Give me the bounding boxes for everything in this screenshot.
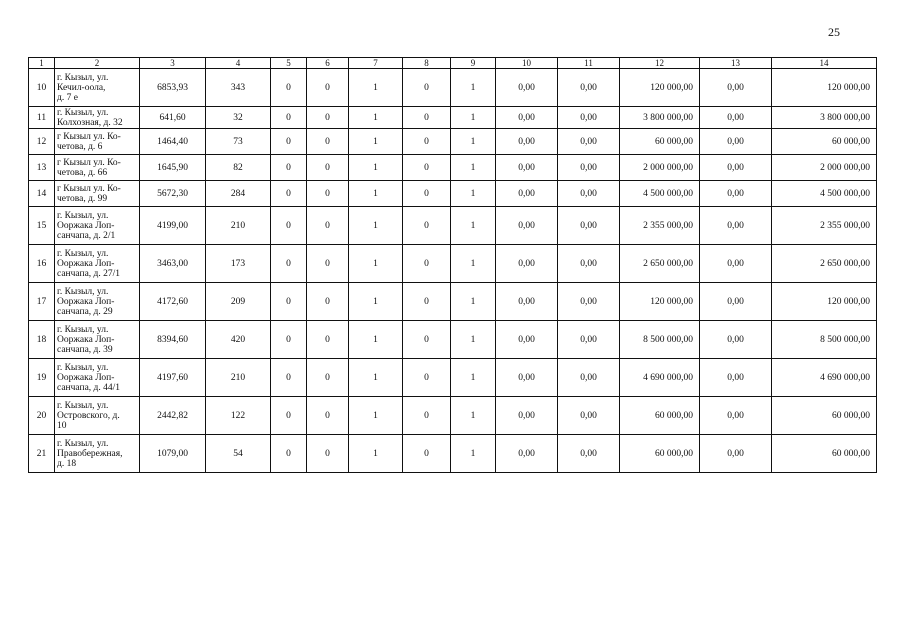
table-cell: 0 bbox=[271, 107, 307, 129]
table-cell: 0 bbox=[403, 129, 451, 155]
table-row bbox=[29, 69, 877, 107]
table-cell: 1 bbox=[349, 155, 403, 181]
table-cell: 1 bbox=[349, 69, 403, 107]
column-header-7: 7 bbox=[349, 58, 403, 69]
data-table bbox=[28, 57, 877, 473]
table-cell: 0,00 bbox=[700, 155, 772, 181]
table-row bbox=[29, 359, 877, 397]
table-row bbox=[29, 155, 877, 181]
table-cell: 1 bbox=[451, 107, 496, 129]
table-cell: 0 bbox=[403, 107, 451, 129]
table-cell: 0 bbox=[271, 435, 307, 473]
table-cell: 1 bbox=[451, 245, 496, 283]
table-cell: 0 bbox=[403, 155, 451, 181]
table-cell: 0,00 bbox=[700, 359, 772, 397]
address-cell: г. Кызыл, ул. Ооржака Лоп- санчапа, д. 39 bbox=[55, 321, 140, 359]
column-header-14: 14 bbox=[772, 58, 877, 69]
table-cell: 0 bbox=[307, 435, 349, 473]
table-cell: 3 800 000,00 bbox=[772, 107, 877, 129]
table-cell: 0 bbox=[307, 397, 349, 435]
table-cell: 0 bbox=[403, 181, 451, 207]
table-cell: 0,00 bbox=[700, 397, 772, 435]
table-cell: 8394,60 bbox=[140, 321, 206, 359]
table-cell: 0,00 bbox=[496, 155, 558, 181]
row-number-cell: 12 bbox=[29, 129, 55, 155]
table-cell: 1 bbox=[451, 397, 496, 435]
table-cell: 4172,60 bbox=[140, 283, 206, 321]
table-cell: 1 bbox=[349, 435, 403, 473]
column-header-9: 9 bbox=[451, 58, 496, 69]
address-cell: г Кызыл ул. Ко- четова, д. 6 bbox=[55, 129, 140, 155]
table-cell: 0,00 bbox=[558, 207, 620, 245]
row-number-cell: 11 bbox=[29, 107, 55, 129]
table-cell: 2 355 000,00 bbox=[620, 207, 700, 245]
table-cell: 0 bbox=[271, 283, 307, 321]
table-cell: 0 bbox=[307, 207, 349, 245]
table-cell: 60 000,00 bbox=[772, 435, 877, 473]
table-cell: 0,00 bbox=[496, 207, 558, 245]
table-cell: 0 bbox=[403, 245, 451, 283]
table-cell: 0,00 bbox=[496, 245, 558, 283]
table-cell: 0,00 bbox=[700, 245, 772, 283]
table-cell: 284 bbox=[206, 181, 271, 207]
table-cell: 32 bbox=[206, 107, 271, 129]
table-cell: 641,60 bbox=[140, 107, 206, 129]
row-number-cell: 14 bbox=[29, 181, 55, 207]
table-row bbox=[29, 207, 877, 245]
table-cell: 0 bbox=[271, 245, 307, 283]
table-cell: 120 000,00 bbox=[772, 69, 877, 107]
table-cell: 0 bbox=[307, 69, 349, 107]
table-cell: 60 000,00 bbox=[620, 129, 700, 155]
column-header-2: 2 bbox=[55, 58, 140, 69]
table-cell: 0 bbox=[403, 359, 451, 397]
table-cell: 0 bbox=[403, 69, 451, 107]
table-row bbox=[29, 397, 877, 435]
table-cell: 0,00 bbox=[700, 129, 772, 155]
table-cell: 0,00 bbox=[558, 155, 620, 181]
table-row bbox=[29, 321, 877, 359]
table-cell: 0,00 bbox=[700, 69, 772, 107]
table-row bbox=[29, 283, 877, 321]
table-cell: 1 bbox=[451, 359, 496, 397]
table-cell: 0 bbox=[403, 207, 451, 245]
table-cell: 0 bbox=[307, 359, 349, 397]
table-cell: 0 bbox=[403, 435, 451, 473]
table-cell: 0,00 bbox=[496, 397, 558, 435]
table-cell: 0 bbox=[271, 397, 307, 435]
column-header-10: 10 bbox=[496, 58, 558, 69]
table-cell: 2 000 000,00 bbox=[620, 155, 700, 181]
table-row bbox=[29, 435, 877, 473]
address-cell: г Кызыл ул. Ко- четова, д. 66 bbox=[55, 155, 140, 181]
table-cell: 0,00 bbox=[558, 107, 620, 129]
table-cell: 1 bbox=[451, 69, 496, 107]
table-cell: 0,00 bbox=[700, 207, 772, 245]
table-cell: 120 000,00 bbox=[772, 283, 877, 321]
column-header-11: 11 bbox=[558, 58, 620, 69]
table-cell: 60 000,00 bbox=[620, 397, 700, 435]
table-cell: 0 bbox=[403, 283, 451, 321]
table-cell: 2 650 000,00 bbox=[772, 245, 877, 283]
table-cell: 343 bbox=[206, 69, 271, 107]
table-cell: 82 bbox=[206, 155, 271, 181]
address-cell: г. Кызыл, ул. Кечил-оола, д. 7 е bbox=[55, 69, 140, 107]
table-cell: 1464,40 bbox=[140, 129, 206, 155]
table-row bbox=[29, 181, 877, 207]
table-cell: 2442,82 bbox=[140, 397, 206, 435]
address-cell: г. Кызыл, ул. Ооржака Лоп- санчапа, д. 27/1 bbox=[55, 245, 140, 283]
table-cell: 4 690 000,00 bbox=[620, 359, 700, 397]
table-cell: 0,00 bbox=[496, 435, 558, 473]
table-cell: 1 bbox=[451, 283, 496, 321]
column-header-1: 1 bbox=[29, 58, 55, 69]
table-cell: 2 000 000,00 bbox=[772, 155, 877, 181]
table-cell: 0,00 bbox=[558, 69, 620, 107]
table-row bbox=[29, 245, 877, 283]
table-cell: 1 bbox=[451, 321, 496, 359]
table-cell: 1 bbox=[451, 207, 496, 245]
table-cell: 60 000,00 bbox=[772, 397, 877, 435]
table-cell: 54 bbox=[206, 435, 271, 473]
table-cell: 3 800 000,00 bbox=[620, 107, 700, 129]
table-cell: 0,00 bbox=[496, 69, 558, 107]
table-cell: 1 bbox=[451, 435, 496, 473]
table-cell: 4199,00 bbox=[140, 207, 206, 245]
table-cell: 1 bbox=[349, 129, 403, 155]
row-number-cell: 16 bbox=[29, 245, 55, 283]
column-header-3: 3 bbox=[140, 58, 206, 69]
table-cell: 0,00 bbox=[700, 321, 772, 359]
table-cell: 0 bbox=[307, 283, 349, 321]
table-cell: 8 500 000,00 bbox=[772, 321, 877, 359]
row-number-cell: 13 bbox=[29, 155, 55, 181]
table-cell: 1 bbox=[451, 155, 496, 181]
address-cell: г. Кызыл, ул. Ооржака Лоп- санчапа, д. 29 bbox=[55, 283, 140, 321]
table-cell: 0,00 bbox=[496, 107, 558, 129]
table-cell: 4 690 000,00 bbox=[772, 359, 877, 397]
table-cell: 1 bbox=[349, 283, 403, 321]
table-cell: 1 bbox=[349, 397, 403, 435]
table-cell: 0,00 bbox=[496, 181, 558, 207]
table-cell: 60 000,00 bbox=[620, 435, 700, 473]
table-cell: 0,00 bbox=[496, 321, 558, 359]
table-row bbox=[29, 129, 877, 155]
table-cell: 0,00 bbox=[558, 397, 620, 435]
table-cell: 0 bbox=[271, 155, 307, 181]
table-cell: 2 355 000,00 bbox=[772, 207, 877, 245]
table-cell: 0,00 bbox=[558, 181, 620, 207]
table-cell: 0 bbox=[271, 181, 307, 207]
table-cell: 8 500 000,00 bbox=[620, 321, 700, 359]
table-cell: 0,00 bbox=[700, 181, 772, 207]
row-number-cell: 21 bbox=[29, 435, 55, 473]
table-cell: 1 bbox=[349, 181, 403, 207]
table-cell: 1 bbox=[349, 359, 403, 397]
row-number-cell: 15 bbox=[29, 207, 55, 245]
table-cell: 0 bbox=[307, 107, 349, 129]
table-cell: 1079,00 bbox=[140, 435, 206, 473]
table-cell: 0 bbox=[271, 359, 307, 397]
table-cell: 420 bbox=[206, 321, 271, 359]
table-body bbox=[29, 69, 877, 473]
column-header-13: 13 bbox=[700, 58, 772, 69]
table-cell: 0,00 bbox=[558, 359, 620, 397]
address-cell: г. Кызыл, ул. Ооржака Лоп- санчапа, д. 44/1 bbox=[55, 359, 140, 397]
table-cell: 4 500 000,00 bbox=[620, 181, 700, 207]
row-number-cell: 18 bbox=[29, 321, 55, 359]
table-cell: 1645,90 bbox=[140, 155, 206, 181]
address-cell: г. Кызыл, ул. Правобережная, д. 18 bbox=[55, 435, 140, 473]
table-header-row bbox=[29, 58, 877, 69]
table-cell: 6853,93 bbox=[140, 69, 206, 107]
table-cell: 0 bbox=[271, 69, 307, 107]
table-cell: 0,00 bbox=[496, 129, 558, 155]
table-cell: 0 bbox=[307, 245, 349, 283]
table-cell: 60 000,00 bbox=[772, 129, 877, 155]
page-number: 25 bbox=[828, 25, 840, 39]
table-cell: 120 000,00 bbox=[620, 283, 700, 321]
table-cell: 0,00 bbox=[700, 283, 772, 321]
table-cell: 1 bbox=[451, 181, 496, 207]
address-cell: г. Кызыл, ул. Колхозная, д. 32 bbox=[55, 107, 140, 129]
table-cell: 3463,00 bbox=[140, 245, 206, 283]
table-cell: 173 bbox=[206, 245, 271, 283]
table-cell: 0,00 bbox=[558, 129, 620, 155]
table-cell: 0,00 bbox=[558, 435, 620, 473]
table-cell: 0 bbox=[307, 321, 349, 359]
column-header-8: 8 bbox=[403, 58, 451, 69]
table-cell: 1 bbox=[349, 207, 403, 245]
address-cell: г. Кызыл, ул. Островского, д. 10 bbox=[55, 397, 140, 435]
table-cell: 0,00 bbox=[496, 283, 558, 321]
column-header-5: 5 bbox=[271, 58, 307, 69]
column-header-4: 4 bbox=[206, 58, 271, 69]
table-cell: 0 bbox=[403, 397, 451, 435]
row-number-cell: 19 bbox=[29, 359, 55, 397]
table-cell: 0 bbox=[307, 181, 349, 207]
table-row bbox=[29, 107, 877, 129]
row-number-cell: 20 bbox=[29, 397, 55, 435]
table-cell: 122 bbox=[206, 397, 271, 435]
row-number-cell: 17 bbox=[29, 283, 55, 321]
table-cell: 4 500 000,00 bbox=[772, 181, 877, 207]
table-cell: 1 bbox=[349, 321, 403, 359]
table-cell: 0,00 bbox=[558, 245, 620, 283]
column-header-12: 12 bbox=[620, 58, 700, 69]
table-cell: 2 650 000,00 bbox=[620, 245, 700, 283]
table-cell: 210 bbox=[206, 359, 271, 397]
address-cell: г. Кызыл, ул. Ооржака Лоп- санчапа, д. 2/1 bbox=[55, 207, 140, 245]
table-cell: 0,00 bbox=[700, 435, 772, 473]
row-number-cell: 10 bbox=[29, 69, 55, 107]
table-cell: 1 bbox=[451, 129, 496, 155]
table-cell: 120 000,00 bbox=[620, 69, 700, 107]
table-cell: 0,00 bbox=[700, 107, 772, 129]
table-cell: 0,00 bbox=[558, 321, 620, 359]
column-header-6: 6 bbox=[307, 58, 349, 69]
table-cell: 0 bbox=[271, 321, 307, 359]
table-cell: 4197,60 bbox=[140, 359, 206, 397]
address-cell: г Кызыл ул. Ко- четова, д. 99 bbox=[55, 181, 140, 207]
table-cell: 1 bbox=[349, 107, 403, 129]
table-cell: 0,00 bbox=[496, 359, 558, 397]
table-cell: 0 bbox=[403, 321, 451, 359]
table-cell: 210 bbox=[206, 207, 271, 245]
table-cell: 0 bbox=[307, 129, 349, 155]
table-cell: 1 bbox=[349, 245, 403, 283]
table-cell: 5672,30 bbox=[140, 181, 206, 207]
table-cell: 209 bbox=[206, 283, 271, 321]
table-cell: 0 bbox=[307, 155, 349, 181]
table-cell: 0 bbox=[271, 129, 307, 155]
table-cell: 73 bbox=[206, 129, 271, 155]
table-cell: 0,00 bbox=[558, 283, 620, 321]
table-cell: 0 bbox=[271, 207, 307, 245]
